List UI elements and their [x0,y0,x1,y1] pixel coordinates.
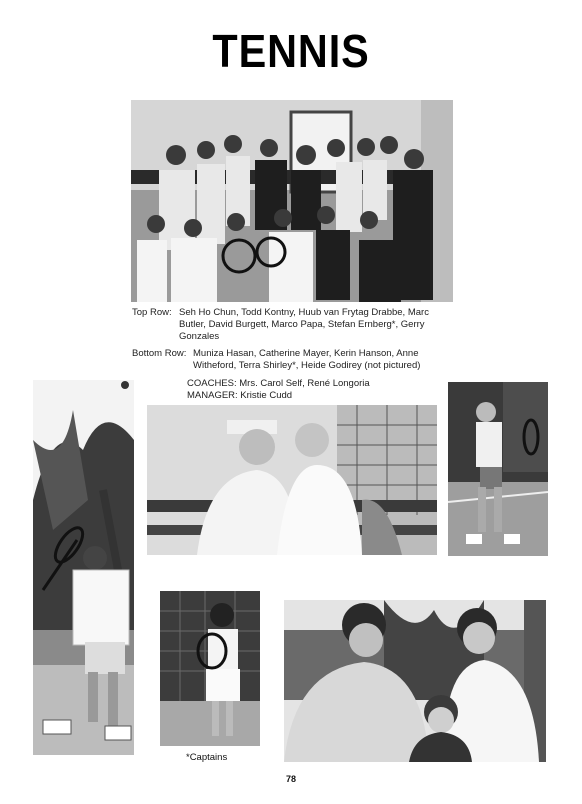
bottom-row-names-line: Muniza Hasan, Catherine Mayer, Kerin Hanson, Anne [193,348,419,359]
bottom-row-label: Bottom Row: [132,348,187,359]
coaches-line: COACHES: Mrs. Carol Self, René Longoria [187,378,370,389]
captains-footnote: *Captains [186,752,228,763]
bench-photo [147,405,437,555]
top-row-names-line: Seh Ho Chun, Todd Kontny, Huub van Frytag Drabbe, Marc [179,307,429,318]
team-photo [131,100,453,302]
top-row-names-line: Butler, David Burgett, Marco Papa, Stefan Ernberg*, Gerry [179,319,425,330]
bottom-row-names-line: Witheford, Terra Shirley*, Heide Godirey (not pictured) [193,360,421,371]
top-row-label: Top Row: [132,307,172,318]
page-title: TENNIS [212,25,370,77]
manager-line: MANAGER: Kristie Cudd [187,390,293,401]
group-photo [284,600,546,762]
ready-photo [448,382,548,556]
serve-photo [33,380,134,755]
team-caption [132,307,452,405]
racquet-photo [160,591,260,746]
top-row-names-line: Gonzales [179,331,220,342]
page-number: 78 [285,774,296,784]
